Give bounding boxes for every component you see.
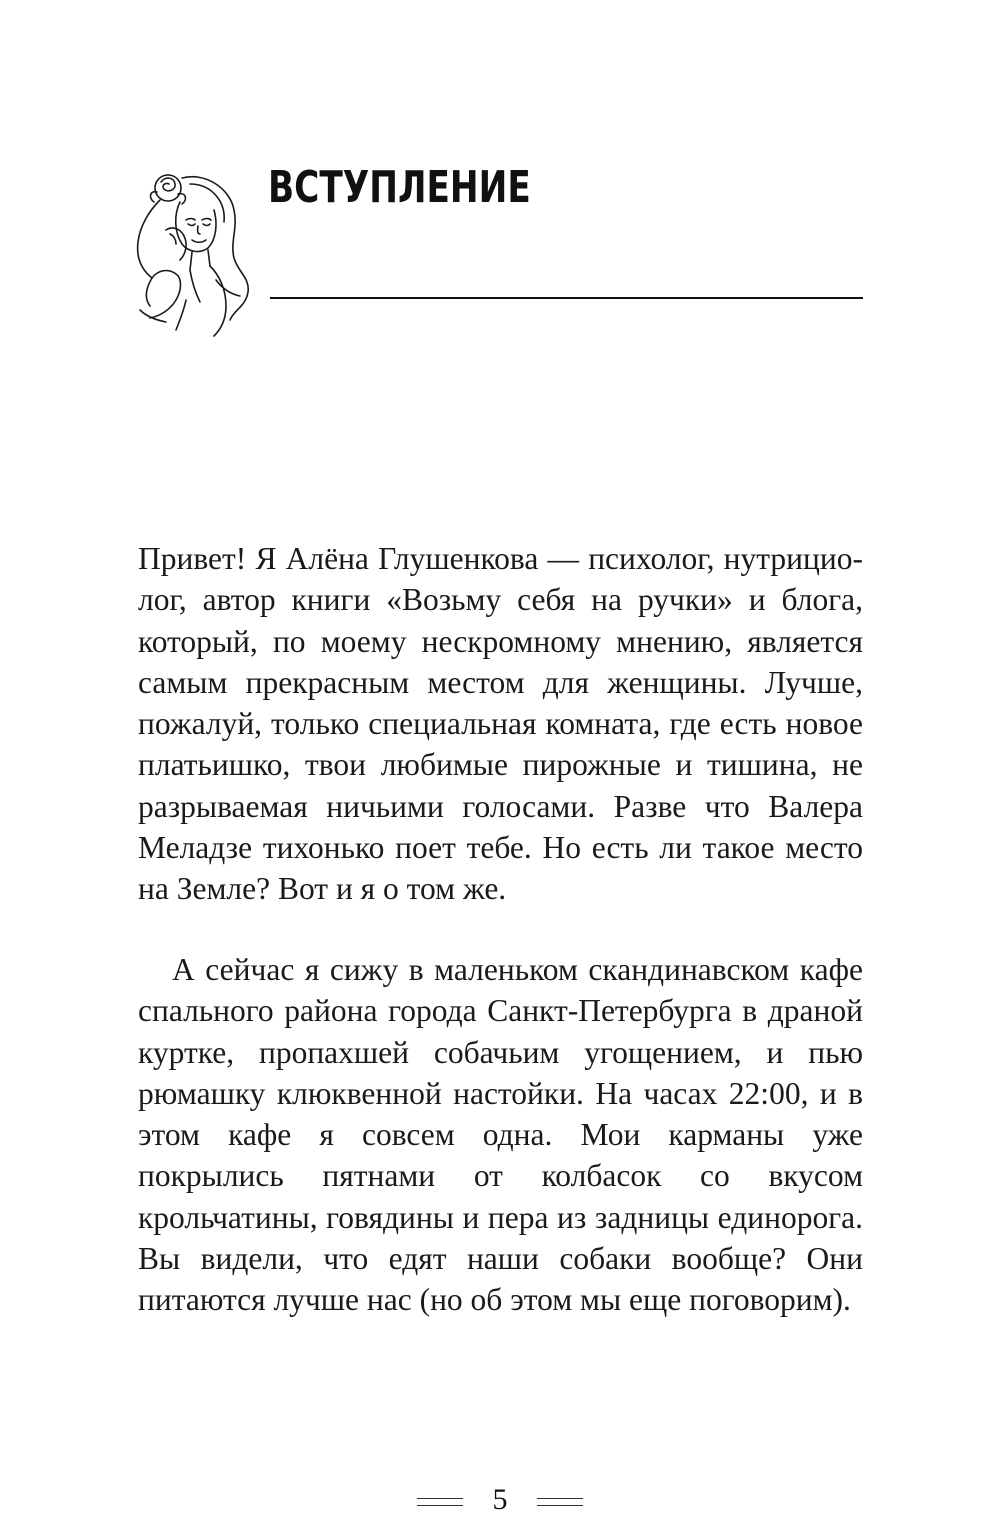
footer-rule-left — [417, 1498, 463, 1506]
page-footer — [0, 1483, 1000, 1530]
paragraph-1: Привет! Я Алёна Глушенкова — психолог, нутрициолог, автор книги «Возьму себя на ручки» и блога, который, по моему нескромному мнению, является самым прекрасным местом для женщины. Лучше, пожалуй, только специальная комната, где есть новое платьишко, твои любимые пирожные и тишина, не разрываемая ничьими голосами. Разве что Валера Меладзе тихонько поет тебе. Но есть ли такое место на Земле? Вот и я о том же. — [138, 541, 863, 907]
paragraph-2: А сейчас я сижу в маленьком скандинавском кафе спального района города Санкт-Петербурга в драной куртке, пропахшей собачьим угощением, и пью рюмашку клюквенной настойки. На часах 22:00, и в этом кафе я совсем одна. Мои карманы уже покрылись пятнами от колбасок со вкусом крольчатины, говядины и пера из задницы единорога. Вы видели, что едят наши собаки вообще? Они питаются лучше нас (но об этом мы еще поговорим). — [138, 952, 863, 1318]
title-divider — [270, 297, 863, 299]
page-number: 5 — [492, 1483, 508, 1516]
woman-with-flower-icon — [130, 170, 260, 340]
footer-rule-right — [537, 1498, 583, 1506]
chapter-title: ВСТУПЛЕНИЕ — [268, 162, 531, 213]
